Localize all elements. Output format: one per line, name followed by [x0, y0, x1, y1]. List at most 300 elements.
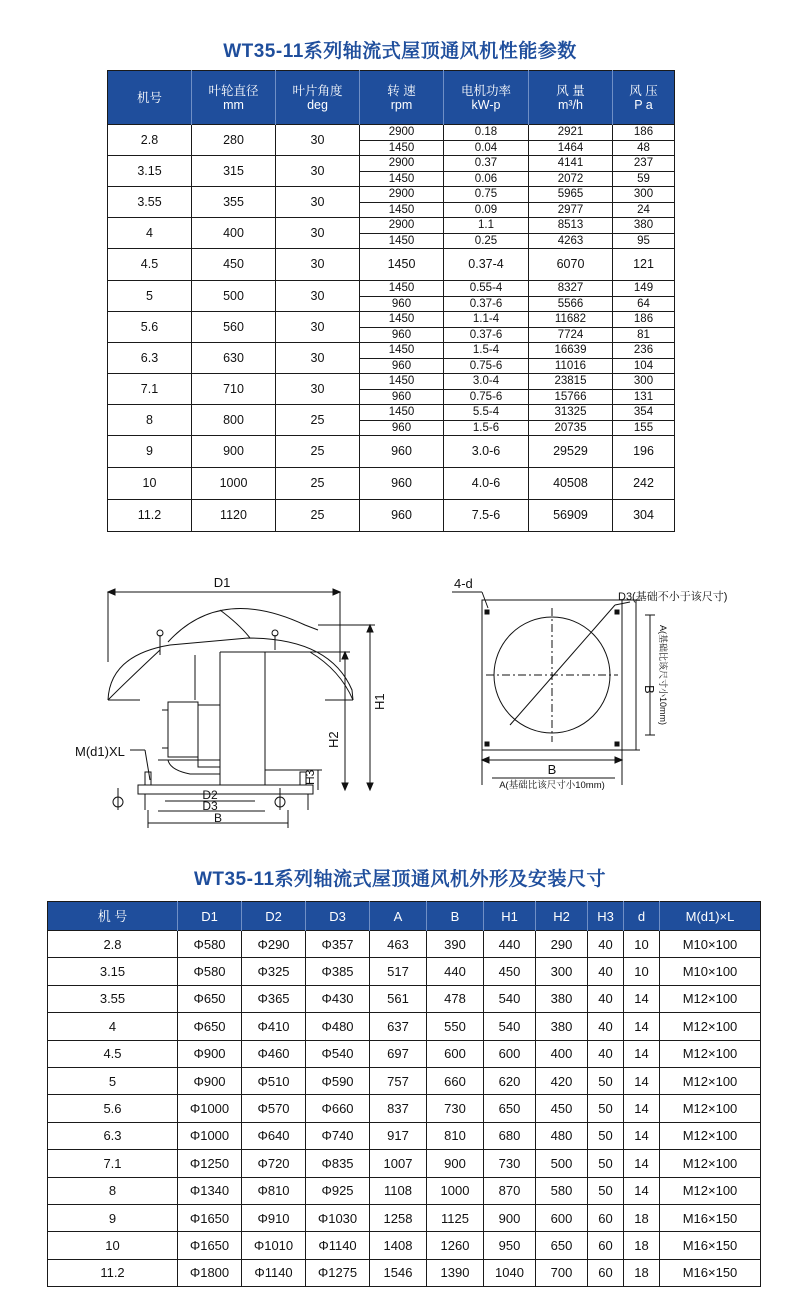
dim-cell: Φ1030 — [306, 1204, 370, 1231]
table-row — [108, 218, 675, 234]
dim-cell: 10 — [48, 1232, 178, 1259]
perf-cell-value: 5965 — [529, 187, 613, 203]
perf-cell-value: 1.5-4 — [444, 343, 529, 359]
perf-cell-value: 186 — [613, 125, 675, 141]
table-row — [48, 1013, 761, 1040]
perf-cell-no: 6.3 — [108, 343, 192, 374]
dim-cell: Φ1140 — [306, 1232, 370, 1259]
perf-cell-value: 64 — [613, 296, 675, 312]
table-row — [48, 1177, 761, 1204]
label-B-side: B — [642, 685, 657, 694]
label-B: B — [213, 811, 223, 825]
perf-cell-value: 121 — [613, 249, 675, 281]
perf-cell-value: 5566 — [529, 296, 613, 312]
dim-cell: Φ900 — [178, 1067, 242, 1094]
perf-cell-no: 10 — [108, 468, 192, 500]
dim-cell: Φ357 — [306, 931, 370, 958]
dim-cell: 697 — [370, 1040, 427, 1067]
table-row — [48, 1067, 761, 1094]
dim-cell: 440 — [427, 958, 484, 985]
perf-cell-dia: 1120 — [192, 500, 276, 532]
perf-cell-value: 1.1 — [444, 218, 529, 234]
perf-cell-value: 29529 — [529, 436, 613, 468]
perf-cell-no: 2.8 — [108, 125, 192, 156]
dim-cell: M16×150 — [660, 1232, 761, 1259]
perf-cell-value: 1450 — [360, 405, 444, 421]
dim-cell: 390 — [427, 931, 484, 958]
perf-cell-value: 380 — [613, 218, 675, 234]
perf-cell-no: 4.5 — [108, 249, 192, 281]
dim-cell: Φ1250 — [178, 1150, 242, 1177]
perf-header-label: 叶片角度 — [292, 83, 343, 98]
dim-cell: 561 — [370, 985, 427, 1012]
dim-cell: 60 — [588, 1204, 624, 1231]
dim-cell: 950 — [484, 1232, 536, 1259]
dim-cell: 18 — [624, 1259, 660, 1286]
dim-cell: 400 — [536, 1040, 588, 1067]
dim-header-0: 机 号 — [48, 902, 178, 931]
perf-cell-value: 1450 — [360, 202, 444, 218]
dim-cell: 10 — [624, 931, 660, 958]
dim-header-4: A — [370, 902, 427, 931]
perf-cell-value: 237 — [613, 156, 675, 172]
dim-cell: 500 — [536, 1150, 588, 1177]
perf-cell-value: 6070 — [529, 249, 613, 281]
dim-cell: 1390 — [427, 1259, 484, 1286]
dim-cell: 660 — [427, 1067, 484, 1094]
table-row — [48, 958, 761, 985]
table-row — [108, 312, 675, 328]
dim-cell: Φ835 — [306, 1150, 370, 1177]
label-H1: H1 — [372, 693, 387, 710]
dimension-table — [47, 901, 761, 1287]
dim-cell: Φ640 — [242, 1122, 306, 1149]
perf-cell-value: 304 — [613, 500, 675, 532]
dim-cell: Φ430 — [306, 985, 370, 1012]
perf-header-6 — [613, 71, 675, 125]
dim-cell: Φ540 — [306, 1040, 370, 1067]
dim-cell: 8 — [48, 1177, 178, 1204]
dim-cell: 900 — [484, 1204, 536, 1231]
dim-cell: M10×100 — [660, 958, 761, 985]
dim-cell: Φ290 — [242, 931, 306, 958]
perf-header-label: 转 速 — [387, 83, 416, 98]
dim-cell: M12×100 — [660, 1013, 761, 1040]
perf-cell-value: 56909 — [529, 500, 613, 532]
dim-cell: Φ900 — [178, 1040, 242, 1067]
dim-cell: 1108 — [370, 1177, 427, 1204]
dim-cell: M16×150 — [660, 1259, 761, 1286]
perf-header-0 — [108, 71, 192, 125]
table-row — [108, 249, 675, 281]
perf-cell-no: 8 — [108, 405, 192, 436]
dim-cell: M12×100 — [660, 1040, 761, 1067]
perf-header-4 — [444, 71, 529, 125]
dim-cell: 2.8 — [48, 931, 178, 958]
dim-cell: 50 — [588, 1067, 624, 1094]
perf-cell-value: 59 — [613, 171, 675, 187]
dim-cell: M12×100 — [660, 1095, 761, 1122]
dim-cell: Φ740 — [306, 1122, 370, 1149]
dim-cell: 3.55 — [48, 985, 178, 1012]
perf-cell-no: 4 — [108, 218, 192, 249]
dim-cell: Φ580 — [178, 931, 242, 958]
dim-cell: 5.6 — [48, 1095, 178, 1122]
dim-cell: 7.1 — [48, 1150, 178, 1177]
dim-cell: 40 — [588, 1013, 624, 1040]
perf-cell-value: 0.25 — [444, 233, 529, 249]
perf-cell-value: 2921 — [529, 125, 613, 141]
table-row — [48, 1150, 761, 1177]
perf-header-label: 机号 — [136, 90, 162, 105]
label-A-note: A(基础比该尺寸小10mm) — [499, 780, 605, 791]
performance-table — [107, 70, 675, 532]
dim-cell: 380 — [536, 1013, 588, 1040]
perf-header-unit: m³/h — [558, 97, 583, 112]
perf-cell-value: 95 — [613, 233, 675, 249]
label-H3: H3 — [303, 769, 317, 785]
perf-cell-value: 0.55-4 — [444, 281, 529, 297]
perf-cell-value: 15766 — [529, 389, 613, 405]
perf-cell-value: 3.0-4 — [444, 374, 529, 390]
perf-cell-value: 1450 — [360, 281, 444, 297]
perf-cell-value: 104 — [613, 358, 675, 374]
dim-cell: Φ810 — [242, 1177, 306, 1204]
label-D3-note: D3(基础不小于该尺寸) — [618, 591, 728, 603]
perf-cell-value: 31325 — [529, 405, 613, 421]
perf-cell-value: 0.37 — [444, 156, 529, 172]
dim-cell: Φ1000 — [178, 1095, 242, 1122]
dim-header-10: M(d1)×L — [660, 902, 761, 931]
perf-cell-value: 960 — [360, 500, 444, 532]
label-A-side-note: A(基础比该尺寸小10mm) — [658, 625, 668, 726]
perf-cell-angle: 25 — [276, 500, 360, 532]
perf-cell-value: 7.5-6 — [444, 500, 529, 532]
perf-cell-dia: 1000 — [192, 468, 276, 500]
dim-cell: 14 — [624, 1150, 660, 1177]
dim-cell: M12×100 — [660, 1067, 761, 1094]
dim-cell: 14 — [624, 1177, 660, 1204]
dim-cell: 18 — [624, 1232, 660, 1259]
perf-cell-value: 354 — [613, 405, 675, 421]
perf-cell-value: 960 — [360, 436, 444, 468]
dim-cell: Φ570 — [242, 1095, 306, 1122]
table-row — [108, 436, 675, 468]
perf-cell-value: 186 — [613, 312, 675, 328]
dim-cell: 40 — [588, 985, 624, 1012]
perf-cell-angle: 25 — [276, 405, 360, 436]
dim-cell: 3.15 — [48, 958, 178, 985]
perf-cell-angle: 30 — [276, 187, 360, 218]
dim-cell: 4 — [48, 1013, 178, 1040]
dim-cell: 11.2 — [48, 1259, 178, 1286]
dim-cell: 620 — [484, 1067, 536, 1094]
perf-cell-dia: 315 — [192, 156, 276, 187]
dim-cell: Φ385 — [306, 958, 370, 985]
perf-cell-no: 5 — [108, 281, 192, 312]
dim-cell: 650 — [484, 1095, 536, 1122]
dim-cell: 9 — [48, 1204, 178, 1231]
perf-header-unit: kW-p — [471, 97, 501, 112]
dim-cell: Φ510 — [242, 1067, 306, 1094]
perf-cell-value: 0.37-4 — [444, 249, 529, 281]
dim-cell: Φ910 — [242, 1204, 306, 1231]
dim-cell: Φ580 — [178, 958, 242, 985]
perf-cell-value: 24 — [613, 202, 675, 218]
dim-cell: 440 — [484, 931, 536, 958]
dim-cell: Φ1800 — [178, 1259, 242, 1286]
perf-cell-value: 300 — [613, 374, 675, 390]
dim-cell: 1260 — [427, 1232, 484, 1259]
perf-cell-no: 9 — [108, 436, 192, 468]
dim-cell: Φ480 — [306, 1013, 370, 1040]
plan-view-drawing — [440, 570, 730, 800]
perf-cell-value: 1.5-6 — [444, 420, 529, 436]
perf-cell-dia: 800 — [192, 405, 276, 436]
dim-cell: 50 — [588, 1150, 624, 1177]
dim-cell: M16×150 — [660, 1204, 761, 1231]
dimension-table-header — [48, 902, 761, 931]
dim-cell: 14 — [624, 1095, 660, 1122]
dim-cell: 730 — [427, 1095, 484, 1122]
dim-cell: 600 — [427, 1040, 484, 1067]
perf-cell-angle: 30 — [276, 281, 360, 312]
perf-cell-value: 155 — [613, 420, 675, 436]
perf-cell-no: 5.6 — [108, 312, 192, 343]
perf-cell-value: 1450 — [360, 233, 444, 249]
perf-cell-value: 5.5-4 — [444, 405, 529, 421]
perf-cell-angle: 25 — [276, 468, 360, 500]
label-D2: D2 — [202, 788, 218, 802]
dim-cell: 300 — [536, 958, 588, 985]
perf-cell-no: 11.2 — [108, 500, 192, 532]
dim-cell: Φ1010 — [242, 1232, 306, 1259]
dim-cell: Φ660 — [306, 1095, 370, 1122]
perf-cell-value: 0.04 — [444, 140, 529, 156]
perf-header-label: 风 量 — [556, 83, 585, 98]
label-4-d: 4-d — [454, 576, 473, 591]
perf-cell-angle: 30 — [276, 125, 360, 156]
perf-cell-value: 0.75-6 — [444, 389, 529, 405]
perf-cell-value: 8327 — [529, 281, 613, 297]
label-H2: H2 — [326, 731, 341, 748]
dim-header-8: H3 — [588, 902, 624, 931]
table-row — [48, 1259, 761, 1286]
perf-cell-value: 48 — [613, 140, 675, 156]
perf-cell-value: 1450 — [360, 343, 444, 359]
dim-cell: Φ410 — [242, 1013, 306, 1040]
label-D1: D1 — [213, 575, 231, 590]
perf-cell-value: 1.1-4 — [444, 312, 529, 328]
dim-cell: M12×100 — [660, 985, 761, 1012]
perf-cell-value: 960 — [360, 389, 444, 405]
dim-cell: 757 — [370, 1067, 427, 1094]
dim-cell: 540 — [484, 985, 536, 1012]
dim-header-9: d — [624, 902, 660, 931]
table-row — [108, 468, 675, 500]
perf-header-label: 电机功率 — [460, 83, 511, 98]
perf-cell-value: 960 — [360, 358, 444, 374]
performance-table-header — [108, 71, 675, 125]
dim-cell: 14 — [624, 1040, 660, 1067]
dim-cell: 730 — [484, 1150, 536, 1177]
perf-cell-value: 2900 — [360, 125, 444, 141]
dim-cell: 14 — [624, 985, 660, 1012]
dim-cell: 1000 — [427, 1177, 484, 1204]
table-row — [48, 1204, 761, 1231]
dim-cell: Φ1650 — [178, 1232, 242, 1259]
dim-cell: Φ1340 — [178, 1177, 242, 1204]
perf-cell-value: 1450 — [360, 171, 444, 187]
perf-cell-value: 0.18 — [444, 125, 529, 141]
table-row — [48, 931, 761, 958]
dim-cell: 1546 — [370, 1259, 427, 1286]
perf-cell-dia: 900 — [192, 436, 276, 468]
dim-cell: 1040 — [484, 1259, 536, 1286]
dim-cell: 600 — [536, 1204, 588, 1231]
side-elevation-drawing — [70, 570, 400, 845]
perf-cell-value: 0.06 — [444, 171, 529, 187]
table-row — [48, 1232, 761, 1259]
dim-cell: 917 — [370, 1122, 427, 1149]
perf-cell-value: 20735 — [529, 420, 613, 436]
dim-cell: 810 — [427, 1122, 484, 1149]
dim-cell: 1007 — [370, 1150, 427, 1177]
perf-cell-value: 0.75 — [444, 187, 529, 203]
perf-header-unit: mm — [223, 97, 244, 112]
table-row — [108, 500, 675, 532]
dim-cell: 4.5 — [48, 1040, 178, 1067]
perf-cell-value: 1450 — [360, 140, 444, 156]
table-row — [108, 374, 675, 390]
perf-cell-value: 81 — [613, 327, 675, 343]
perf-cell-value: 1450 — [360, 312, 444, 328]
perf-cell-value: 960 — [360, 296, 444, 312]
table-row — [48, 1095, 761, 1122]
perf-cell-no: 7.1 — [108, 374, 192, 405]
perf-cell-value: 0.75-6 — [444, 358, 529, 374]
label-B-bottom: B — [547, 762, 557, 777]
dim-cell: 60 — [588, 1259, 624, 1286]
dim-cell: 540 — [484, 1013, 536, 1040]
perf-cell-angle: 30 — [276, 343, 360, 374]
dim-cell: 18 — [624, 1204, 660, 1231]
perf-cell-value: 196 — [613, 436, 675, 468]
perf-header-unit: P a — [634, 97, 653, 112]
perf-cell-dia: 500 — [192, 281, 276, 312]
dim-cell: 40 — [588, 931, 624, 958]
dim-cell: Φ1650 — [178, 1204, 242, 1231]
dim-cell: Φ925 — [306, 1177, 370, 1204]
dim-cell: 550 — [427, 1013, 484, 1040]
dim-cell: 600 — [484, 1040, 536, 1067]
perf-cell-value: 7724 — [529, 327, 613, 343]
dim-cell: Φ1000 — [178, 1122, 242, 1149]
performance-table-title: WT35-11系列轴流式屋顶通风机性能参数 — [223, 41, 577, 62]
perf-cell-value: 1464 — [529, 140, 613, 156]
table-row — [48, 1040, 761, 1067]
perf-cell-value: 236 — [613, 343, 675, 359]
perf-cell-dia: 560 — [192, 312, 276, 343]
dim-cell: Φ460 — [242, 1040, 306, 1067]
perf-cell-value: 242 — [613, 468, 675, 500]
perf-cell-angle: 30 — [276, 249, 360, 281]
dim-header-3: D3 — [306, 902, 370, 931]
dim-cell: 450 — [536, 1095, 588, 1122]
perf-header-1 — [192, 71, 276, 125]
dim-cell: 1258 — [370, 1204, 427, 1231]
dim-cell: 420 — [536, 1067, 588, 1094]
perf-header-unit: rpm — [390, 97, 413, 112]
dim-cell: 680 — [484, 1122, 536, 1149]
perf-header-unit: deg — [307, 97, 328, 112]
dim-cell: 1408 — [370, 1232, 427, 1259]
perf-cell-no: 3.55 — [108, 187, 192, 218]
dim-header-5: B — [427, 902, 484, 931]
perf-header-label: 叶轮直径 — [208, 83, 259, 98]
perf-cell-value: 0.37-6 — [444, 296, 529, 312]
dim-cell: 837 — [370, 1095, 427, 1122]
dim-cell: Φ590 — [306, 1067, 370, 1094]
dim-cell: 60 — [588, 1232, 624, 1259]
perf-cell-value: 131 — [613, 389, 675, 405]
dim-header-7: H2 — [536, 902, 588, 931]
dim-cell: 637 — [370, 1013, 427, 1040]
dim-cell: 5 — [48, 1067, 178, 1094]
perf-cell-dia: 450 — [192, 249, 276, 281]
perf-cell-value: 11016 — [529, 358, 613, 374]
table-row — [108, 405, 675, 421]
perf-cell-value: 0.09 — [444, 202, 529, 218]
dim-cell: 6.3 — [48, 1122, 178, 1149]
perf-cell-value: 960 — [360, 468, 444, 500]
dim-header-6: H1 — [484, 902, 536, 931]
dim-cell: 14 — [624, 1013, 660, 1040]
dim-cell: 517 — [370, 958, 427, 985]
perf-cell-value: 2977 — [529, 202, 613, 218]
perf-cell-dia: 280 — [192, 125, 276, 156]
perf-cell-value: 40508 — [529, 468, 613, 500]
perf-cell-value: 4.0-6 — [444, 468, 529, 500]
dim-cell: 650 — [536, 1232, 588, 1259]
perf-cell-value: 2072 — [529, 171, 613, 187]
dim-cell: 900 — [427, 1150, 484, 1177]
perf-cell-angle: 30 — [276, 218, 360, 249]
dim-cell: M12×100 — [660, 1177, 761, 1204]
perf-cell-value: 1450 — [360, 374, 444, 390]
dim-cell: 480 — [536, 1122, 588, 1149]
perf-cell-angle: 30 — [276, 156, 360, 187]
dim-cell: 14 — [624, 1122, 660, 1149]
perf-header-label: 风 压 — [629, 83, 658, 98]
dim-cell: 380 — [536, 985, 588, 1012]
perf-cell-value: 300 — [613, 187, 675, 203]
dim-cell: 50 — [588, 1095, 624, 1122]
dim-cell: Φ1140 — [242, 1259, 306, 1286]
dim-cell: 450 — [484, 958, 536, 985]
dim-cell: 478 — [427, 985, 484, 1012]
perf-cell-value: 3.0-6 — [444, 436, 529, 468]
perf-cell-dia: 630 — [192, 343, 276, 374]
perf-cell-value: 23815 — [529, 374, 613, 390]
perf-cell-value: 4141 — [529, 156, 613, 172]
dim-cell: 463 — [370, 931, 427, 958]
dim-cell: M12×100 — [660, 1122, 761, 1149]
perf-cell-no: 3.15 — [108, 156, 192, 187]
dim-cell: 290 — [536, 931, 588, 958]
dim-cell: Φ365 — [242, 985, 306, 1012]
table-row — [48, 985, 761, 1012]
